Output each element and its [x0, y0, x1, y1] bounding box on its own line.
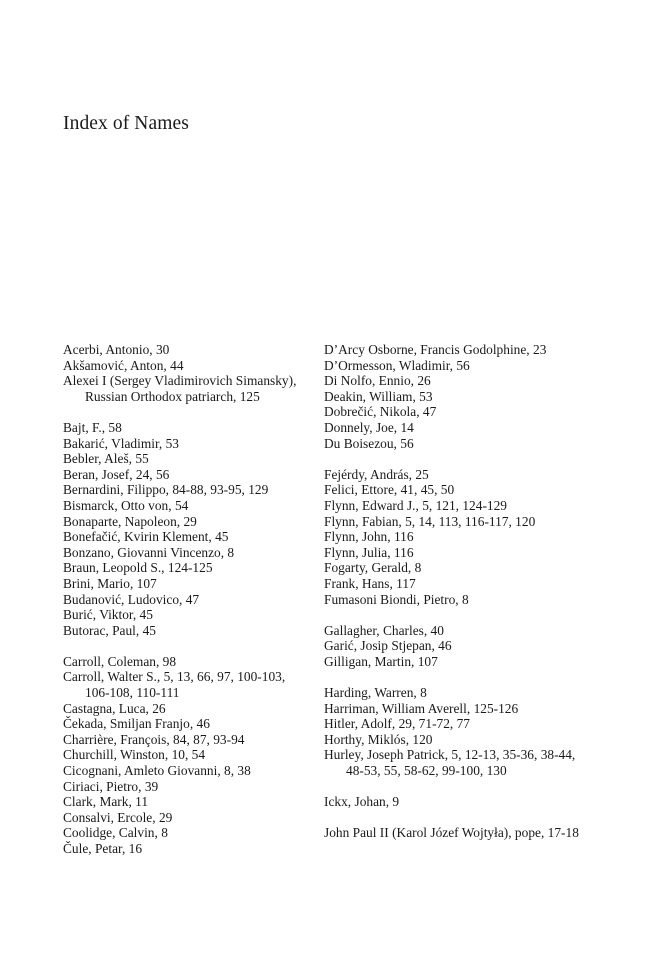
index-group-f — [324, 467, 586, 607]
index-group-c — [63, 654, 313, 857]
index-entry: Acerbi, Antonio, 30 — [63, 342, 170, 357]
index-entry: Carroll, Coleman, 98 — [63, 653, 177, 669]
index-entry: Donnely, Joe, 14 — [324, 419, 414, 435]
index-entry: Bajt, F., 58 — [63, 419, 122, 435]
index-entry: Beran, Josef, 24, 56 — [63, 466, 170, 482]
index-entry: Coolidge, Calvin, 8 — [63, 825, 168, 841]
index-entry: John Paul II (Karol Józef Wojtyła), pope, 17-18 — [324, 825, 579, 841]
index-entry: Čule, Petar, 16 — [63, 841, 143, 856]
index-entry: Bonefačić, Kvirin Klement, 45 — [63, 529, 229, 545]
index-entry: Garić, Josip Stjepan, 46 — [324, 638, 452, 654]
index-entry: Churchill, Winston, 10, 54 — [63, 747, 206, 763]
index-entry: Brini, Mario, 107 — [63, 575, 157, 591]
index-entry: Bernardini, Filippo, 84-88, 93-95, 129 — [63, 482, 269, 498]
index-entry: Alexei I (Sergey Vladimirovich Simansky), Russian Orthodox patriarch, 125 — [63, 373, 297, 404]
index-entry: Flynn, Edward J., 5, 121, 124-129 — [324, 497, 507, 513]
index-entry: Gallagher, Charles, 40 — [324, 622, 444, 638]
index-entry: Butorac, Paul, 45 — [63, 622, 156, 638]
index-entry: Gilligan, Martin, 107 — [324, 653, 438, 669]
index-entry: Fumasoni Biondi, Pietro, 8 — [324, 591, 469, 607]
index-column-left — [63, 342, 313, 872]
index-entry: Di Nolfo, Ennio, 26 — [324, 373, 431, 389]
index-entry: Consalvi, Ercole, 29 — [63, 809, 173, 825]
index-group-i — [324, 794, 586, 810]
index-entry: Ciriaci, Pietro, 39 — [63, 778, 159, 794]
index-entry: D’Ormesson, Wladimir, 56 — [324, 357, 470, 373]
index-entry: Carroll, Walter S., 5, 13, 66, 97, 100-103, 106-108, 110-111 — [63, 669, 286, 701]
index-entry: Burić, Viktor, 45 — [63, 607, 153, 623]
index-entry: Braun, Leopold S., 124-125 — [63, 560, 213, 576]
index-entry: Bonaparte, Napoleon, 29 — [63, 513, 197, 529]
index-entry: Harriman, William Averell, 125-126 — [324, 700, 519, 716]
index-entry: Du Boisezou, 56 — [324, 435, 414, 451]
index-entry: Flynn, Julia, 116 — [324, 544, 414, 560]
index-entry: Fejérdy, András, 25 — [324, 466, 429, 482]
page-title: Index of Names — [63, 113, 189, 134]
index-entry: Čekada, Smiljan Franjo, 46 — [63, 716, 210, 732]
index-entry: Cicognani, Amleto Giovanni, 8, 38 — [63, 763, 251, 779]
index-entry: Fogarty, Gerald, 8 — [324, 560, 422, 576]
index-group-b — [63, 420, 313, 638]
index-group-j — [324, 825, 586, 841]
index-entry: Akšamović, Anton, 44 — [63, 357, 184, 373]
index-entry: Hitler, Adolf, 29, 71-72, 77 — [324, 716, 471, 732]
index-entry: Budanović, Ludovico, 47 — [63, 591, 200, 607]
index-entry: Castagna, Luca, 26 — [63, 700, 166, 716]
index-entry: Bebler, Aleš, 55 — [63, 451, 149, 467]
index-entry: Harding, Warren, 8 — [324, 685, 427, 701]
index-entry: Deakin, William, 53 — [324, 388, 433, 404]
index-entry: Frank, Hans, 117 — [324, 575, 416, 591]
index-group-a — [63, 342, 313, 404]
index-entry: Flynn, John, 116 — [324, 529, 414, 545]
index-entry: Clark, Mark, 11 — [63, 794, 149, 810]
index-entry: Horthy, Miklós, 120 — [324, 731, 433, 747]
index-entry: Flynn, Fabian, 5, 14, 113, 116-117, 120 — [324, 513, 536, 529]
index-entry: Charrière, François, 84, 87, 93-94 — [63, 731, 245, 747]
index-entry: Bismarck, Otto von, 54 — [63, 497, 189, 513]
index-group-h — [324, 685, 586, 779]
index-entry: Bonzano, Giovanni Vincenzo, 8 — [63, 544, 235, 560]
index-column-right — [324, 342, 586, 857]
index-group-d — [324, 342, 586, 451]
index-group-g — [324, 623, 586, 670]
index-entry: Felici, Ettore, 41, 45, 50 — [324, 482, 455, 498]
index-entry: Ickx, Johan, 9 — [324, 794, 400, 810]
index-entry: Bakarić, Vladimir, 53 — [63, 435, 179, 451]
index-entry: Dobrečić, Nikola, 47 — [324, 404, 437, 420]
index-entry: D’Arcy Osborne, Francis Godolphine, 23 — [324, 342, 547, 357]
index-entry: Hurley, Joseph Patrick, 5, 12-13, 35-36, 38-44, 48-53, 55, 58-62, 99-100, 130 — [324, 747, 576, 779]
